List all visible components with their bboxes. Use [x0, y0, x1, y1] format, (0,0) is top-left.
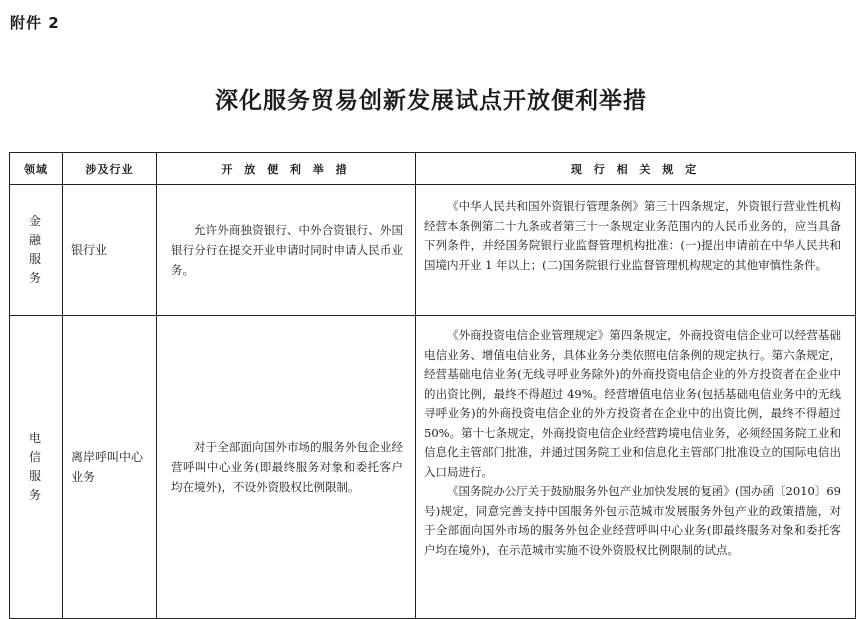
column-header-domain: 领域 — [10, 153, 63, 185]
regulation-paragraph: 《外商投资电信企业管理规定》第四条规定，外商投资电信企业可以经营基础电信业务、增值电信业务，具体业务分类依照电信条例的规定执行。第六条规定，经营基础电信业务(无线寻呼业务除外)的外商投资电信企业的外方投资者在企业中的出资比例，最终不得超过 49%。经营增值电信业务(包括基础电信业务中的无线寻呼业务)的外商投资电信企业的外方投资者在企业中的出资比例，最终不得超过 50%。第十七条规定，外商投资电信企业经营跨境电信业务，必须经国务院工业和信息化主管部门批准，并通过国务院工业和信息化主管部门批准设立的国际电信出入口局进行。 — [424, 328, 841, 479]
document-title: 深化服务贸易创新发展试点开放便利举措 — [215, 88, 647, 114]
table-row — [10, 316, 856, 619]
regulations-cell — [416, 316, 856, 619]
measure-cell: 对于全部面向国外市场的服务外包企业经营呼叫中心业务(即最终服务对象和委托客户均在境外)，不设外资股权比例限制。 — [157, 316, 416, 619]
domain-cell — [10, 185, 63, 316]
table-row — [10, 185, 856, 316]
industry-cell: 银行业 — [63, 185, 157, 316]
regulation-paragraph: 《国务院办公厅关于鼓励服务外包产业加快发展的复函》(国办函〔2010〕69 号)规定，同意完善支持中国服务外包示范城市发展服务外包产业的政策措施，对于全部面向国外市场的服务外包企业经营呼叫中心业务(即最终服务对象和委托客户均在境外)，在示范城市实施不设外资股权比例限制的试点。 — [424, 484, 841, 557]
regulation-paragraph: 《中华人民共和国外资银行管理条例》第三十四条规定，外资银行营业性机构经营本条例第二十九条或者第三十一条规定业务范围内的人民币业务的，应当具备下列条件，并经国务院银行业监督管理机构批准：(一)提出申请前在中华人民共和国境内开业 1 年以上；(二)国务院银行业监督管理机构规定的其他审慎性条件。 — [424, 199, 841, 272]
domain-text: 电信服务 — [28, 431, 43, 502]
measures-table — [9, 152, 856, 619]
column-header-regulations: 现 行 相 关 规 定 — [416, 153, 856, 185]
measure-cell: 允许外商独资银行、中外合资银行、外国银行分行在提交开业申请时同时申请人民币业务。 — [157, 185, 416, 316]
column-header-industry: 涉及行业 — [63, 153, 157, 185]
industry-cell: 离岸呼叫中心业务 — [63, 316, 157, 619]
domain-text: 金融服务 — [28, 214, 43, 285]
table-header-row — [10, 153, 856, 185]
annex-label: 附件 2 — [10, 14, 60, 32]
regulations-cell — [416, 185, 856, 316]
column-header-measures: 开 放 便 利 举 措 — [157, 153, 416, 185]
domain-cell — [10, 316, 63, 619]
